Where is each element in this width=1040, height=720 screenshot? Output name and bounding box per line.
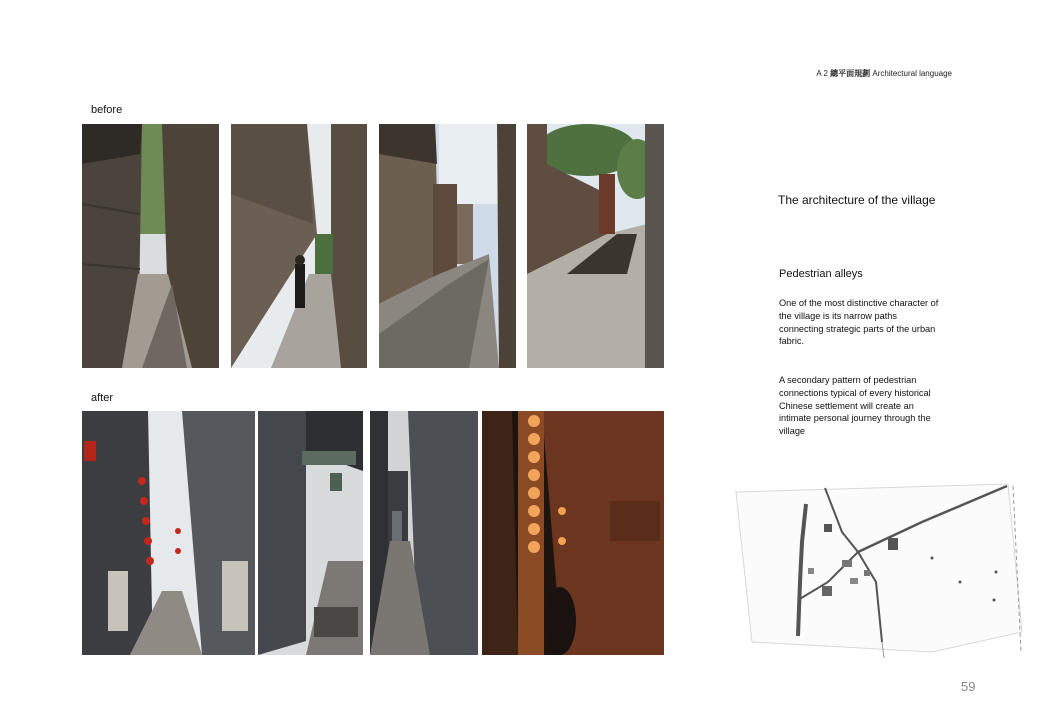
header-label: Architectural language [872,69,952,78]
village-site-map [732,482,1024,658]
section-subtitle: Pedestrian alleys [779,268,863,280]
slide-header [760,68,952,79]
after-photo-2 [258,411,363,655]
section-title: The architecture of the village [778,193,936,207]
header-chinese: 總平面規劃 [830,69,871,78]
after-label: after [91,392,114,404]
before-photo-1 [82,124,219,368]
before-photo-3 [379,124,516,368]
after-photo-4 [482,411,664,655]
before-photo-2 [231,124,367,368]
before-photo-4 [527,124,664,368]
after-photo-1 [82,411,255,655]
paragraph-2: A secondary pattern of pedestrian connections typical of every historical Chinese settlement will create an intimate personal journey through the village [779,375,931,437]
page-number: 59 [961,679,976,694]
before-label: before [91,104,123,116]
paragraph-1: One of the most distinctive character of the village is its narrow paths connecting strategic parts of the urban fabric. [779,298,939,347]
header-code: A 2 [816,69,828,78]
after-photo-3 [370,411,478,655]
